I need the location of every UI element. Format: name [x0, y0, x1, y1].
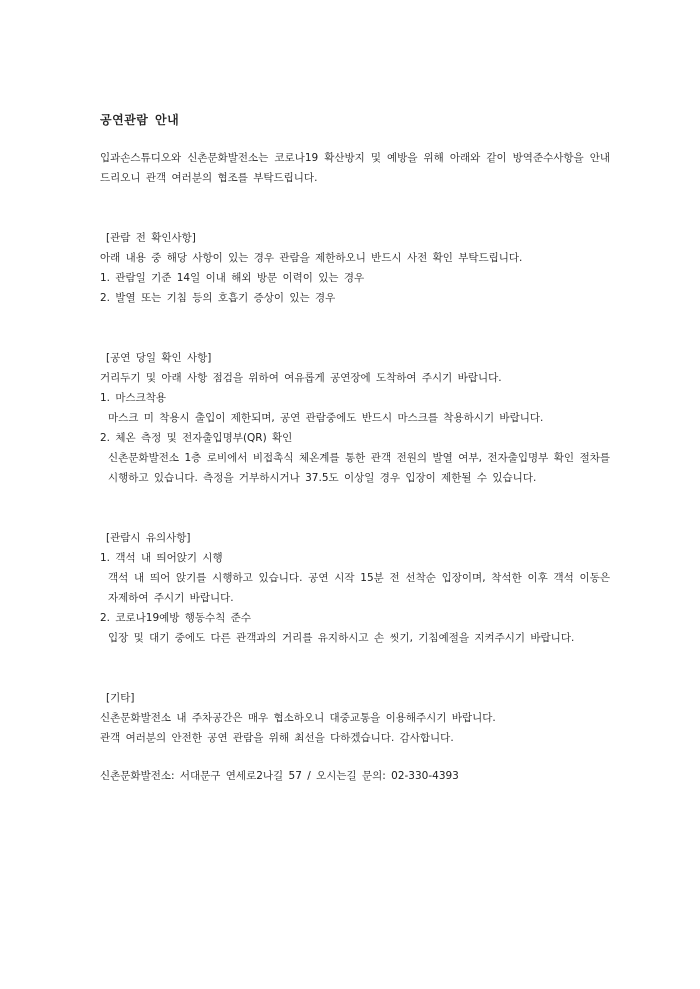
section-day-of-check [100, 348, 610, 488]
list-item-description: 신촌문화발전소 1층 로비에서 비접촉식 체온계를 통한 관객 전원의 발열 여부, 전자출입명부 확인 절차를 시행하고 있습니다. 측정을 거부하시거나 37.5도 이상일 경우 입장이 제한될 수 있습니다. [108, 452, 610, 484]
section-heading: [공연 당일 확인 사항] [106, 352, 212, 364]
list-item: 1. 객석 내 띄어앉기 시행 [100, 552, 223, 564]
section-pre-check [100, 228, 610, 308]
contact-info: 신촌문화발전소: 서대문구 연세로2나길 57 / 오시는길 문의: 02-330-4393 [100, 770, 459, 782]
intro-paragraph [100, 148, 610, 188]
list-item: 1. 마스크착용 [100, 392, 167, 404]
section-heading: [기타] [106, 692, 135, 704]
other-line: 신촌문화발전소 내 주차공간은 매우 협소하오니 대중교통을 이용해주시기 바랍니다. [100, 712, 496, 724]
list-item-description: 입장 및 대기 중에도 다른 관객과의 거리를 유지하시고 손 씻기, 기침예절을 지켜주시기 바랍니다. [108, 632, 575, 644]
list-item: 2. 체온 측정 및 전자출입명부(QR) 확인 [100, 432, 293, 444]
section-heading: [관람 전 확인사항] [106, 232, 196, 244]
section-heading: [관람시 유의사항] [106, 532, 191, 544]
page-title: 공연관람 안내 [100, 113, 180, 127]
list-item: 1. 관람일 기준 14일 이내 해외 방문 이력이 있는 경우 [100, 272, 365, 284]
list-item: 2. 코로나19예방 행동수칙 준수 [100, 612, 251, 624]
intro-text: 입과손스튜디오와 신촌문화발전소는 코로나19 확산방지 및 예방을 위해 아래와 같이 방역준수사항을 안내드리오니 관객 여러분의 협조를 부탁드립니다. [100, 152, 610, 184]
notice-document [100, 110, 610, 797]
section-lead: 거리두기 및 아래 사항 점검을 위하여 여유롭게 공연장에 도착하여 주시기 바랍니다. [100, 372, 502, 384]
section-viewing-notes [100, 528, 610, 648]
list-item-description: 마스크 미 착용시 출입이 제한되며, 공연 관람중에도 반드시 마스크를 착용하시기 바랍니다. [108, 412, 544, 424]
section-lead: 아래 내용 중 해당 사항이 있는 경우 관람을 제한하오니 반드시 사전 확인 부탁드립니다. [100, 252, 523, 264]
section-other [100, 688, 610, 748]
other-line: 관객 여러분의 안전한 공연 관람을 위해 최선을 다하겠습니다. 감사합니다. [100, 732, 454, 744]
list-item: 2. 발열 또는 기침 등의 호흡기 증상이 있는 경우 [100, 292, 336, 304]
list-item-description: 객석 내 띄어 앉기를 시행하고 있습니다. 공연 시작 15분 전 선착순 입장이며, 착석한 이후 객석 이동은 자제하여 주시기 바랍니다. [108, 572, 610, 604]
